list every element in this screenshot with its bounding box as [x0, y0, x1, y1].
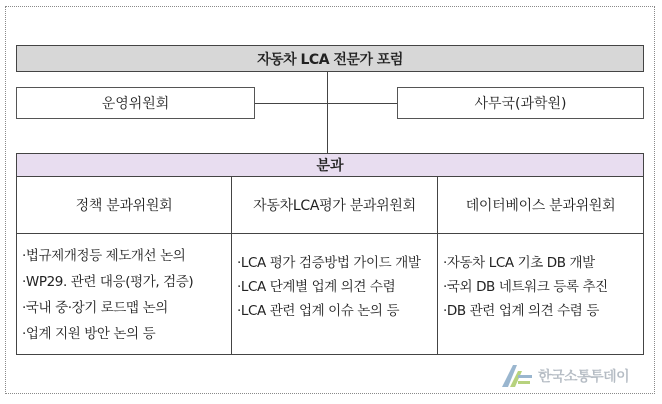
secretariat-label: 사무국(과학원) — [474, 96, 567, 112]
list-item: ·LCA 단계별 업계 의견 수렴 — [237, 279, 396, 295]
secretariat-box — [397, 87, 644, 119]
operations-committee-label: 운영위원회 — [101, 96, 170, 112]
subcommittee-header — [16, 153, 644, 177]
lca-evaluation-subcommittee-items — [232, 233, 437, 354]
subcommittee-header-label: 분과 — [316, 158, 344, 174]
list-item: ·법규제개정등 제도개선 논의 — [22, 248, 186, 264]
operations-committee-box — [16, 87, 255, 119]
database-subcommittee-column — [438, 177, 643, 354]
lca-evaluation-subcommittee-column — [232, 177, 438, 354]
list-item: ·국내 중·장기 로드맵 논의 — [22, 300, 168, 316]
forum-title-box — [16, 45, 644, 72]
list-item: ·국외 DB 네트워크 등록 추진 — [443, 279, 608, 295]
list-item: ·DB 관련 업계 의견 수렴 등 — [443, 303, 599, 319]
watermark-text: 한국소통투데이 — [538, 369, 630, 385]
database-subcommittee-title: 데이터베이스 분과위원회 — [438, 177, 643, 234]
connector-horizontal — [255, 103, 397, 104]
korea-sotong-today-logo-icon — [500, 363, 534, 389]
database-subcommittee-items — [438, 233, 643, 354]
forum-title: 자동차 LCA 전문가 포럼 — [257, 51, 403, 68]
connector-vertical — [327, 72, 328, 153]
watermark — [500, 363, 629, 389]
list-item: ·LCA 평가 검증방법 가이드 개발 — [237, 255, 421, 271]
subcommittee-grid — [16, 176, 644, 355]
list-item: ·LCA 관련 업계 이슈 논의 등 — [237, 303, 400, 319]
list-item: ·업계 지원 방안 논의 등 — [22, 326, 156, 342]
lca-evaluation-subcommittee-title: 자동차LCA평가 분과위원회 — [232, 177, 437, 234]
policy-subcommittee-items — [17, 233, 231, 354]
policy-subcommittee-title: 정책 분과위원회 — [17, 177, 231, 234]
list-item: ·WP29. 관련 대응(평가, 검증) — [22, 274, 194, 290]
policy-subcommittee-column — [17, 177, 232, 354]
list-item: ·자동차 LCA 기초 DB 개발 — [443, 255, 595, 271]
